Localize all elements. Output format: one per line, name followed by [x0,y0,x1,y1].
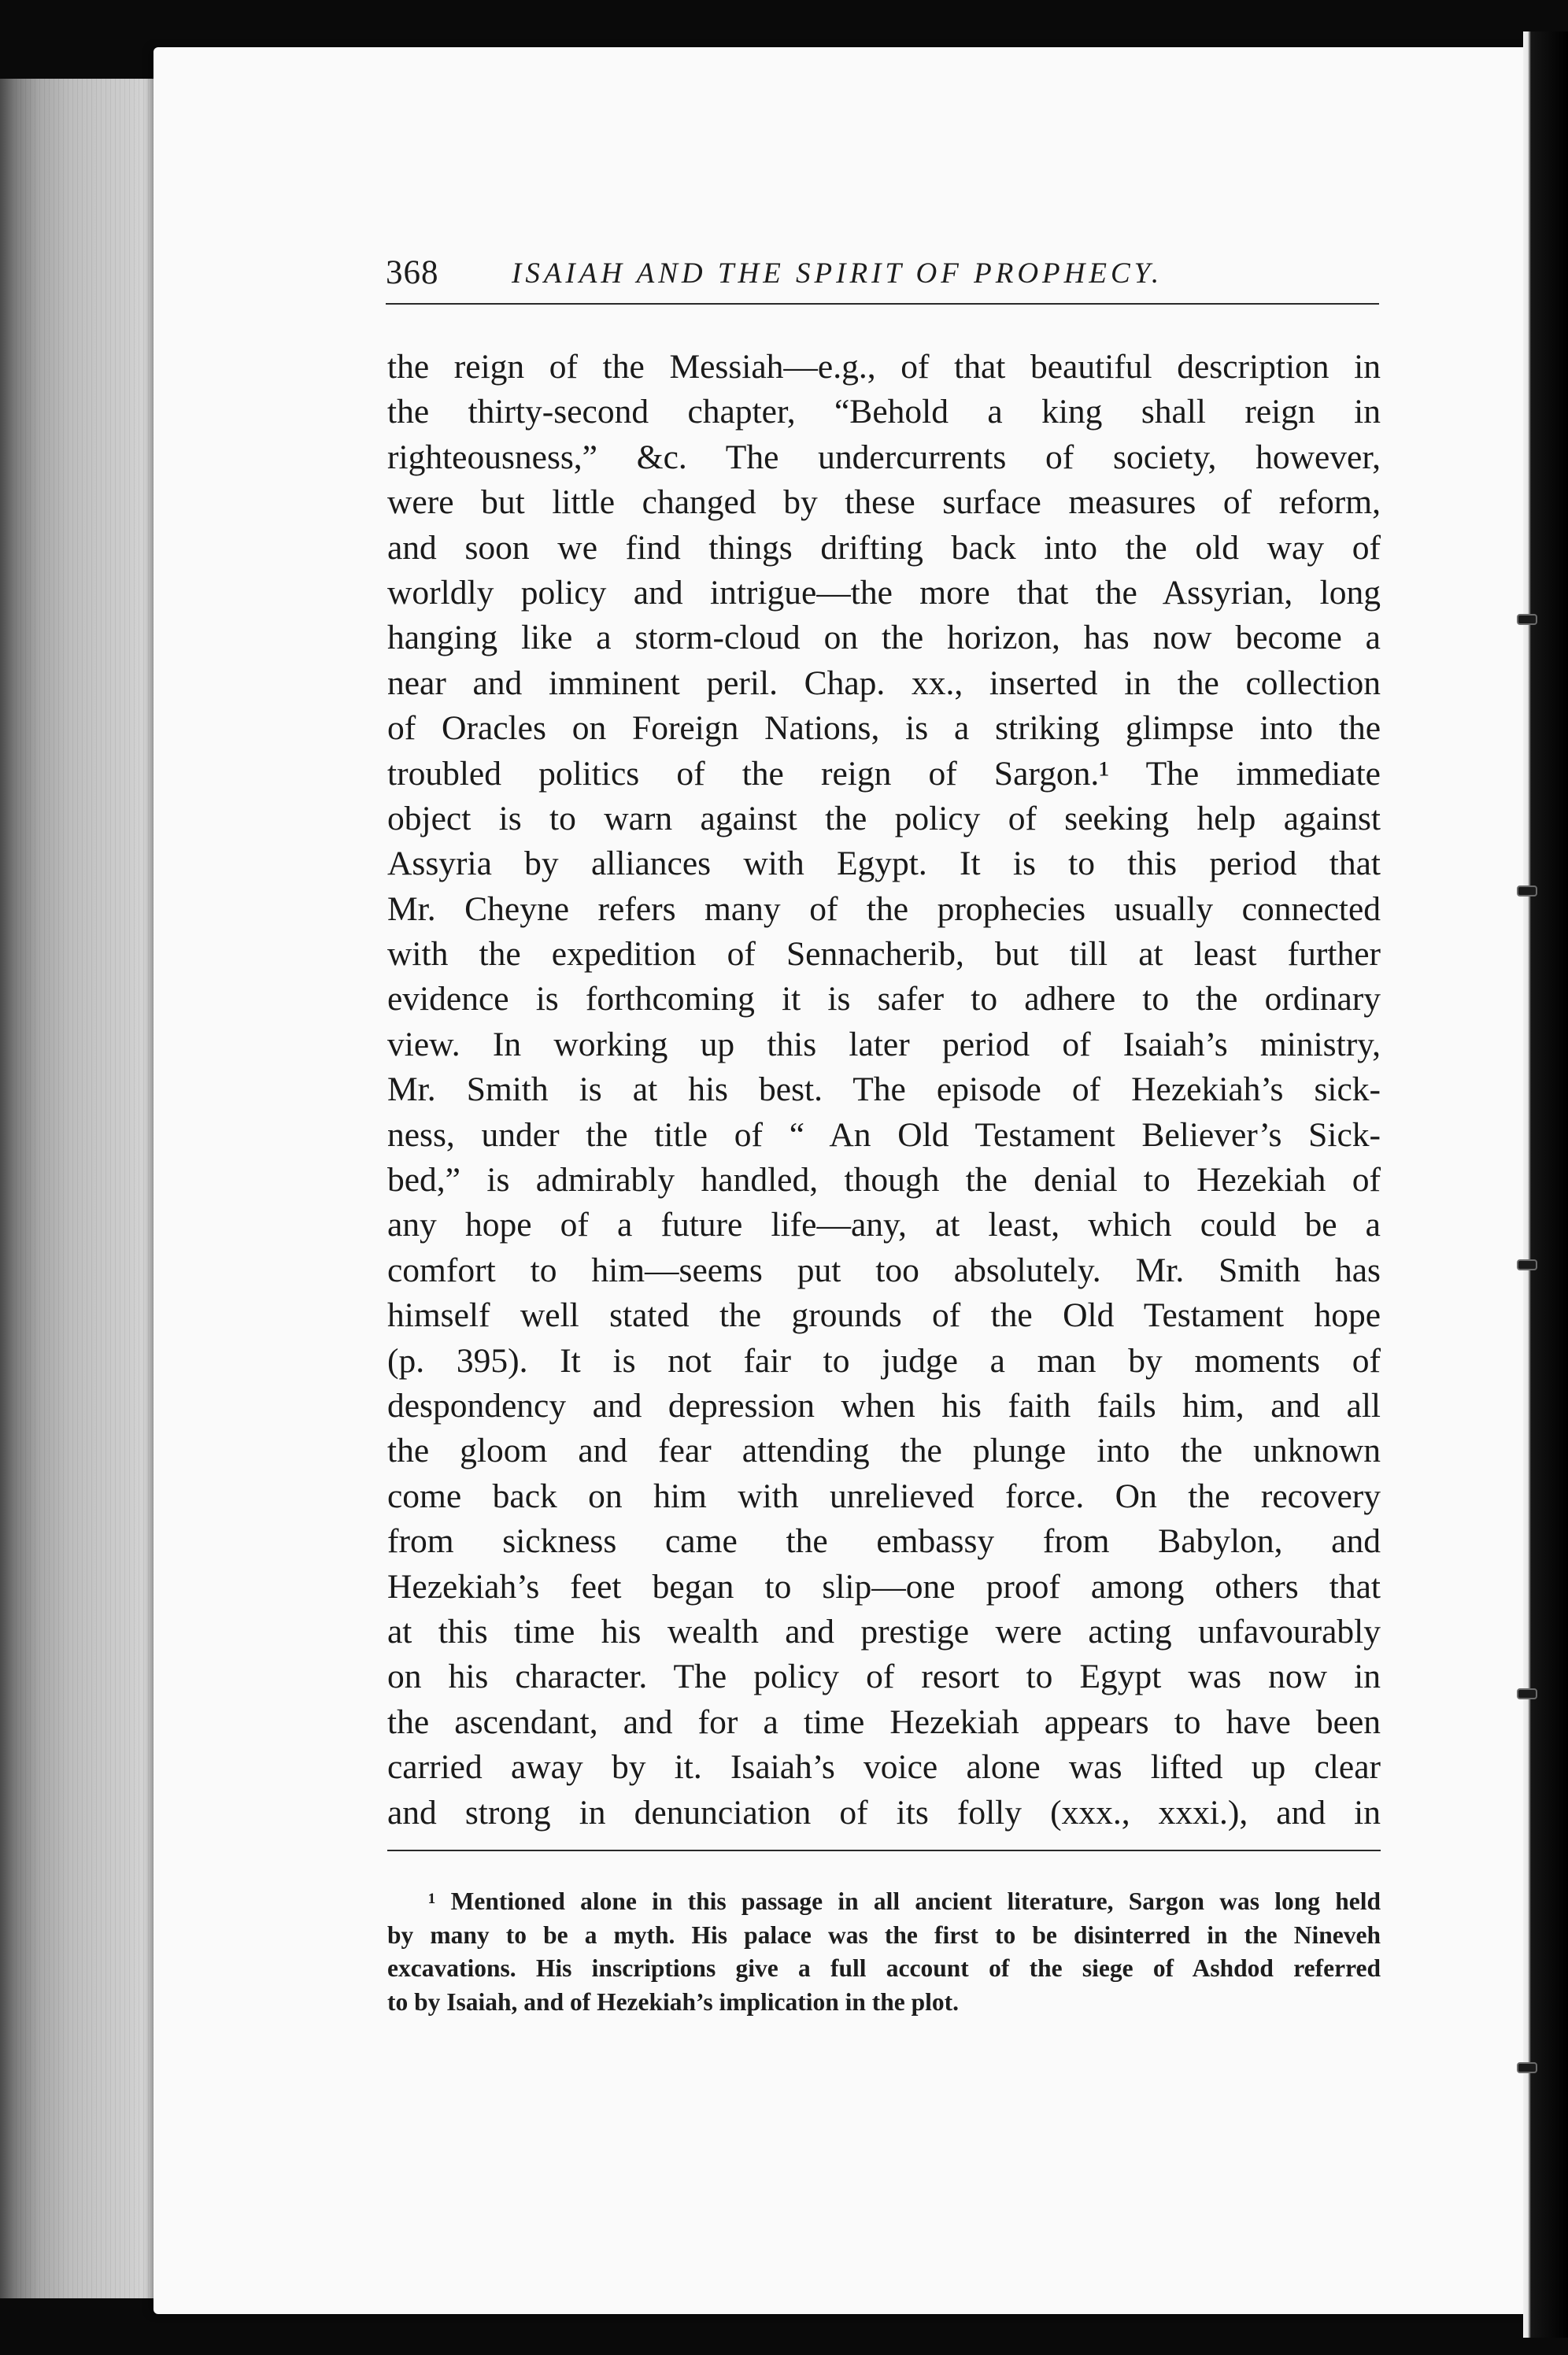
body-line: view. In working up this later period of Isaiah’s ministry, [387,1025,1381,1063]
binding-clip [1517,2062,1537,2073]
body-line: of Oracles on Foreign Nations, is a striking glimpse into the [387,709,1381,748]
body-line: come back on him with unrelieved force. On the recovery [387,1477,1381,1515]
body-line: and soon we find things drifting back into the old way of [387,528,1381,567]
body-line: at this time his wealth and prestige were acting unfavourably [387,1612,1381,1651]
body-line: worldly policy and intrigue—the more that the Assyrian, long [387,573,1381,612]
body-line: with the expedition of Sennacherib, but till at least further [387,935,1381,974]
body-line: any hope of a future life—any, at least, which could be a [387,1206,1381,1244]
body-line: on his character. The policy of resort to Egypt was now in [387,1658,1381,1696]
binding-clip [1517,885,1537,897]
page-edge-texture [16,79,157,2298]
body-line: the ascendant, and for a time Hezekiah appears to have been [387,1702,1381,1741]
header-rule [386,303,1379,305]
binding-clip [1517,614,1537,625]
running-head [386,253,1378,301]
body-line: himself well stated the grounds of the Old Testament hope [387,1296,1381,1335]
binding-clip [1517,1259,1537,1270]
body-line: from sickness came the embassy from Babylon, and [387,1522,1381,1561]
body-line: troubled politics of the reign of Sargon.¹ The immediate [387,754,1381,793]
body-line: the thirty-second chapter, “Behold a king shall reign in [387,393,1381,431]
body-line: Mr. Smith is at his best. The episode of Hezekiah’s sick- [387,1070,1381,1109]
body-line: (p. 395). It is not fair to judge a man by moments of [387,1341,1381,1380]
footnote-line: excavations. His inscriptions give a full account of the siege of Ashdod referred [387,1954,1381,1982]
body-line: object is to warn against the policy of seeking help against [387,799,1381,837]
body-line: ness, under the title of “ An Old Testament Believer’s Sick- [387,1115,1381,1154]
body-line: carried away by it. Isaiah’s voice alone was lifted up clear [387,1748,1381,1787]
footnote-line: to by Isaiah, and of Hezekiah’s implication in the plot. [387,1987,960,2016]
page-number: 368 [386,254,439,291]
body-line: near and imminent peril. Chap. xx., inserted in the collection [387,664,1381,702]
running-title: ISAIAH AND THE SPIRIT OF PROPHECY. [512,257,1163,290]
body-text [387,345,1381,1836]
binding-edge [1523,31,1568,2338]
body-line: evidence is forthcoming it is safer to adhere to the ordinary [387,980,1381,1019]
body-line: hanging like a storm-cloud on the horizon, has now become a [387,619,1381,657]
footnote-line: ¹ Mentioned alone in this passage in all ancient literature, Sargon was long held [428,1887,1381,1915]
body-line: despondency and depression when his faith fails him, and all [387,1386,1381,1425]
body-line: Mr. Cheyne refers many of the prophecies usually connected [387,889,1381,928]
body-line: the gloom and fear attending the plunge into the unknown [387,1432,1381,1470]
body-line: righteousness,” &c. The undercurrents of society, however, [387,438,1381,476]
body-line: bed,” is admirably handled, though the denial to Hezekiah of [387,1161,1381,1200]
body-line: were but little changed by these surface measures of reform, [387,483,1381,522]
body-line: comfort to him—seems put too absolutely. Mr. Smith has [387,1251,1381,1289]
footnote-line: by many to be a myth. His palace was the first to be disinterred in the Nineveh [387,1921,1381,1949]
body-line: Assyria by alliances with Egypt. It is to this period that [387,845,1381,883]
body-line: the reign of the Messiah—e.g., of that beautiful description in [387,348,1381,386]
footnote [387,1885,1381,2019]
binding-clip [1517,1688,1537,1699]
footnote-rule [387,1850,1381,1851]
body-line: and strong in denunciation of its folly (xxx., xxxi.), and in [387,1793,1381,1832]
body-line: Hezekiah’s feet began to slip—one proof among others that [387,1567,1381,1606]
